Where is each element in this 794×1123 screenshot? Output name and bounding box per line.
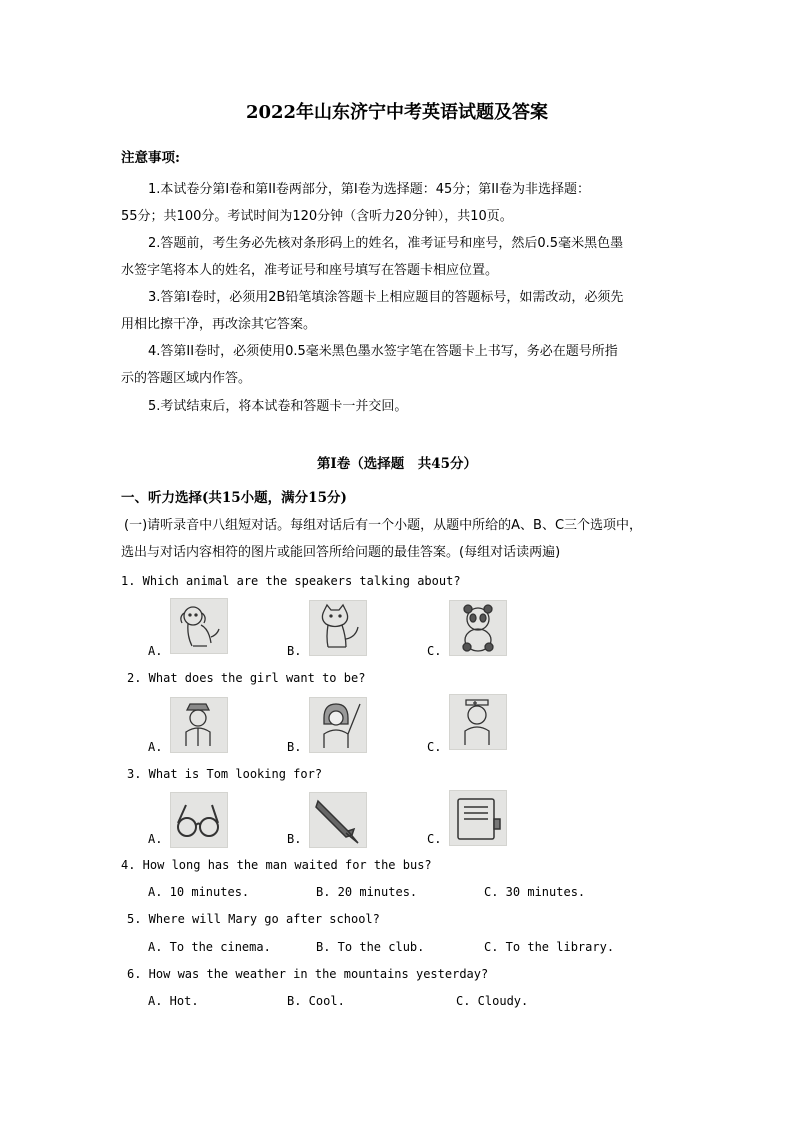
option-b[interactable]: B. Cool. (287, 994, 345, 1008)
pen-icon[interactable] (309, 792, 367, 848)
question-1-text: 1. Which animal are the speakers talking about? (121, 574, 461, 588)
notice-line: 3.答第I卷时，必须用2B铅笔填涂答题卡上相应题目的答题标号，如需改动，必须先 (148, 290, 624, 305)
notice-line: 用相比擦干净，再改涂其它答案。 (121, 317, 317, 332)
option-c-label: C. (427, 832, 442, 846)
option-b[interactable]: B. To the club. (316, 940, 425, 954)
option-b[interactable]: B. 20 minutes. (316, 885, 418, 899)
dog-icon[interactable] (170, 598, 228, 654)
teacher-icon[interactable] (309, 697, 367, 753)
section-title: 第I卷（选择题 共45分） (316, 456, 478, 472)
notice-line: 55分；共100分。考试时间为120分钟（含听力20分钟），共10页。 (121, 209, 513, 224)
option-c[interactable]: C. To the library. (484, 940, 615, 954)
option-a-label: A. (148, 644, 163, 658)
cat-icon[interactable] (309, 600, 367, 656)
glasses-icon[interactable] (170, 792, 228, 848)
option-a-label: A. (148, 832, 163, 846)
question-5-text: 5. Where will Mary go after school? (127, 912, 380, 926)
page-title: 2022年山东济宁中考英语试题及答案 (245, 102, 549, 123)
option-c-label: C. (427, 740, 442, 754)
question-2-text: 2. What does the girl want to be? (127, 671, 366, 685)
part-instruction-line: (一)请听录音中八组短对话。每组对话后有一个小题，从题中所给的A、B、C三个选项中， (124, 518, 643, 533)
question-4-text: 4. How long has the man waited for the bus? (121, 858, 432, 872)
option-a[interactable]: A. Hot. (148, 994, 199, 1008)
question-3-text: 3. What is Tom looking for? (127, 767, 323, 781)
option-a-label: A. (148, 740, 163, 754)
option-a[interactable]: A. To the cinema. (148, 940, 271, 954)
option-a[interactable]: A. 10 minutes. (148, 885, 250, 899)
option-b-label: B. (287, 832, 302, 846)
question-6-text: 6. How was the weather in the mountains yesterday? (127, 967, 489, 981)
notice-line: 水签字笔将本人的姓名，准考证号和座号填写在答题卡相应位置。 (121, 263, 499, 278)
panda-icon[interactable] (449, 600, 507, 656)
option-c[interactable]: C. Cloudy. (456, 994, 529, 1008)
notice-line: 1.本试卷分第I卷和第II卷两部分，第I卷为选择题：45分；第II卷为非选择题： (148, 182, 590, 197)
option-c[interactable]: C. 30 minutes. (484, 885, 586, 899)
nurse-icon[interactable] (449, 694, 507, 750)
part-instruction-line: 选出与对话内容相符的图片或能回答所给问题的最佳答案。(每组对话读两遍) (121, 545, 561, 560)
option-c-label: C. (427, 644, 442, 658)
option-b-label: B. (287, 644, 302, 658)
notebook-icon[interactable] (449, 790, 507, 846)
notice-line: 4.答第II卷时，必须使用0.5毫米黑色墨水签字笔在答题卡上书写，务必在题号所指 (148, 344, 618, 359)
notice-line: 2.答题前，考生务必先核对条形码上的姓名，准考证号和座号，然后0.5毫米黑色墨 (148, 236, 624, 251)
notice-line: 5.考试结束后，将本试卷和答题卡一并交回。 (148, 399, 408, 414)
part-title: 一、听力选择(共15小题，满分15分) (121, 490, 347, 506)
notice-line: 示的答题区域内作答。 (121, 371, 252, 386)
notice-heading: 注意事项: (121, 150, 180, 166)
police-officer-icon[interactable] (170, 697, 228, 753)
option-b-label: B. (287, 740, 302, 754)
